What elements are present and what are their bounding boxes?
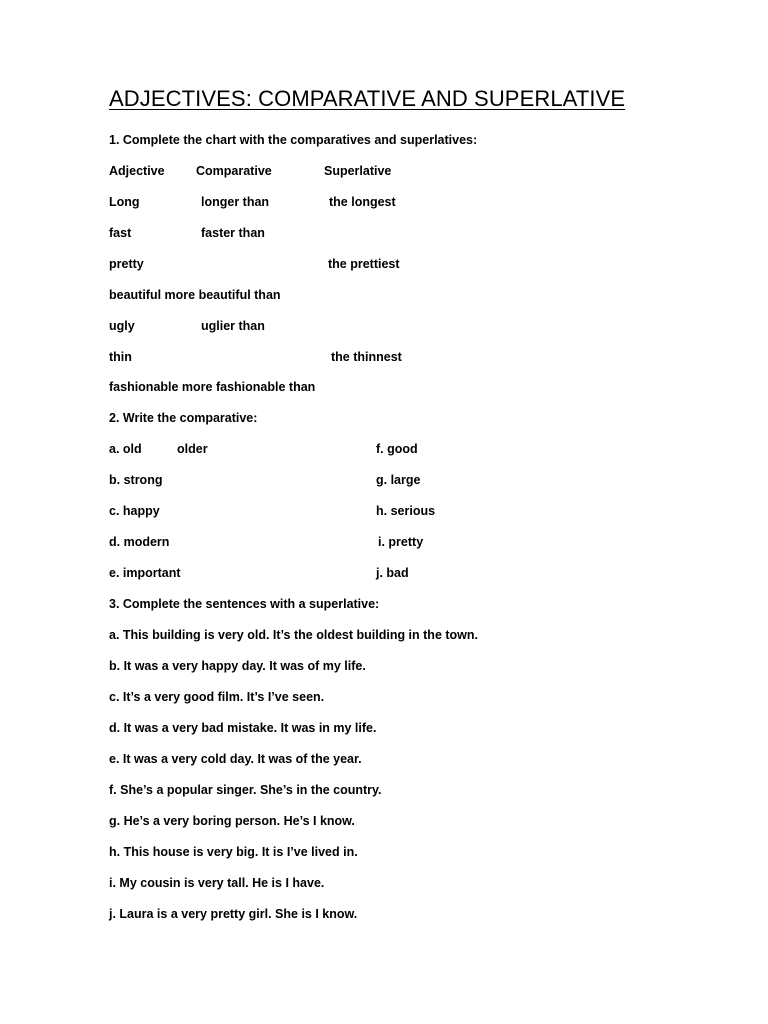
section3-heading: 3. Complete the sentences with a superlative: bbox=[109, 597, 380, 611]
chart-row-superlative: the longest bbox=[329, 195, 396, 209]
sentence-item: b. It was a very happy day. It was of my life. bbox=[109, 659, 366, 673]
sentence-item: i. My cousin is very tall. He is I have. bbox=[109, 876, 325, 890]
chart-row-adjective: pretty bbox=[109, 257, 144, 271]
chart-row-comparative: uglier than bbox=[201, 319, 265, 333]
chart-row-adjective: ugly bbox=[109, 319, 135, 333]
sentence-item: f. She’s a popular singer. She’s in the country. bbox=[109, 783, 382, 797]
chart-row-superlative: the thinnest bbox=[331, 350, 402, 364]
sentence-item: h. This house is very big. It is I’ve lived in. bbox=[109, 845, 358, 859]
chart-row-adjective: thin bbox=[109, 350, 132, 364]
chart-row-comparative: longer than bbox=[201, 195, 270, 209]
comparative-item: d. modern bbox=[109, 535, 170, 549]
comparative-item: j. bad bbox=[376, 566, 409, 580]
comparative-item: g. large bbox=[376, 473, 421, 487]
chart-row-comparative: faster than bbox=[201, 226, 265, 240]
section2-heading: 2. Write the comparative: bbox=[109, 411, 258, 425]
sentence-item: d. It was a very bad mistake. It was in my life. bbox=[109, 721, 377, 735]
comparative-item: a. old bbox=[109, 442, 142, 456]
comparative-item: b. strong bbox=[109, 473, 163, 487]
sentence-item: a. This building is very old. It’s the oldest building in the town. bbox=[109, 628, 478, 642]
header-superlative: Superlative bbox=[324, 164, 392, 178]
section1-heading: 1. Complete the chart with the comparatives and superlatives: bbox=[109, 133, 478, 147]
sentence-item: c. It’s a very good film. It’s I’ve seen. bbox=[109, 690, 325, 704]
chart-row-adjective: fast bbox=[109, 226, 132, 240]
header-comparative: Comparative bbox=[196, 164, 272, 178]
comparative-item: f. good bbox=[376, 442, 418, 456]
worksheet-title: ADJECTIVES: COMPARATIVE AND SUPERLATIVE bbox=[109, 86, 626, 111]
sentence-item: j. Laura is a very pretty girl. She is I know. bbox=[109, 907, 358, 921]
comparative-item: e. important bbox=[109, 566, 181, 580]
header-adjective: Adjective bbox=[109, 164, 165, 178]
chart-row-adjective: fashionable more fashionable than bbox=[109, 380, 316, 394]
sentence-item: e. It was a very cold day. It was of the year. bbox=[109, 752, 362, 766]
sentence-item: g. He’s a very boring person. He’s I know. bbox=[109, 814, 355, 828]
chart-row-adjective: Long bbox=[109, 195, 140, 209]
chart-row-superlative: the prettiest bbox=[328, 257, 400, 271]
chart-row-adjective: beautiful more beautiful than bbox=[109, 288, 281, 302]
comparative-item: i. pretty bbox=[378, 535, 424, 549]
comparative-item: c. happy bbox=[109, 504, 160, 518]
comparative-answer: older bbox=[177, 442, 208, 456]
comparative-item: h. serious bbox=[376, 504, 436, 518]
